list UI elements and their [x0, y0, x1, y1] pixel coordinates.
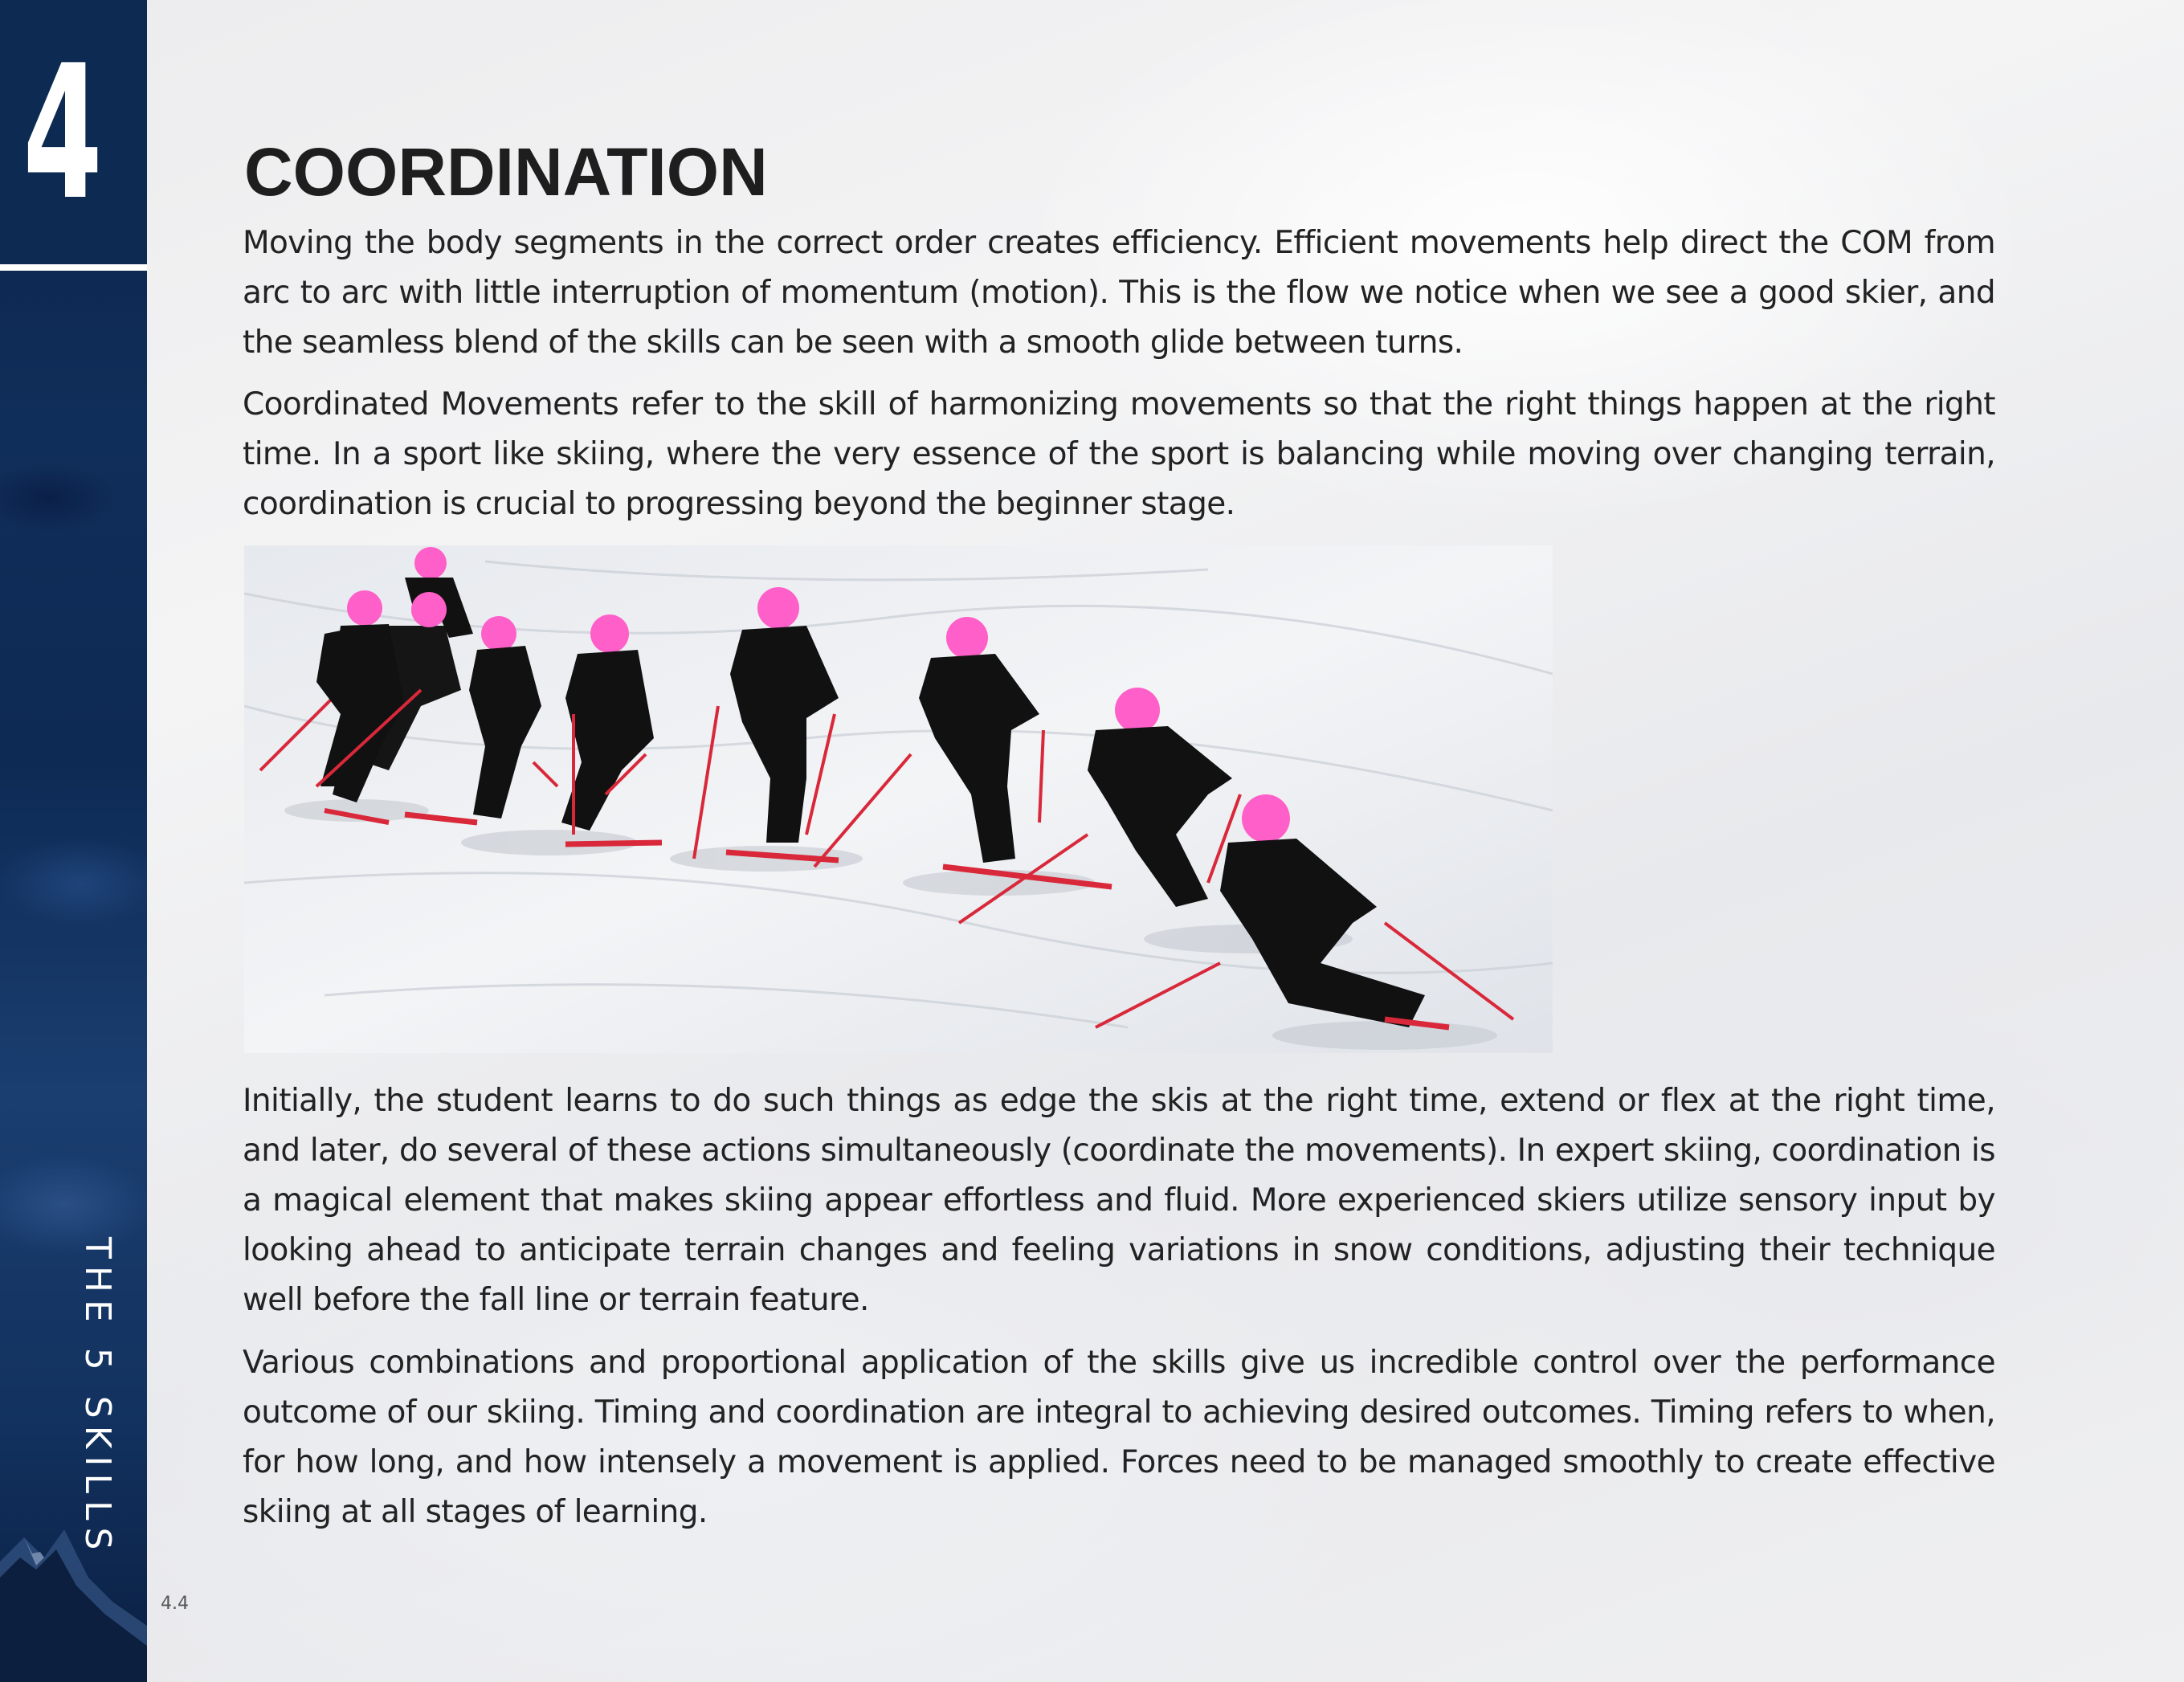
skier-sequence-photo: [244, 545, 1553, 1053]
chapter-sidebar: [0, 0, 147, 1682]
paragraph-learning-progression: Initially, the student learns to do such things as edge the skis at the right time, extend or flex at the right time, and later, do several of these actions simultaneously (coordinate the movements). In expert skiing, coordination is a magical element that makes skiing appear effortless and fluid. More experienced skiers utilize sensory input by looking ahead to anticipate terrain changes and feeling variations in snow conditions, adjusting their technique well before the fall line or terrain feature.: [243, 1083, 1995, 1318]
mountain-silhouette: [0, 1417, 147, 1682]
paragraph-coordinated-movements: Coordinated Movements refer to the skill of harmonizing movements so that the right things happen at the right time. In a sport like skiing, where the very essence of the sport is balancing while moving over changing terrain, coordination is crucial to progressing beyond the beginner stage.: [243, 386, 1995, 522]
chapter-number-box: [0, 0, 147, 271]
page-title: COORDINATION: [244, 134, 768, 210]
paragraph-timing: Various combinations and proportional application of the skills give us incredible control over the performance outcome of our skiing. Timing and coordination are integral to achieving desired outcomes. Timing refers to when, for how long, and how intensely a movement is applied. Forces need to be managed smoothly to create effective skiing at all stages of learning.: [243, 1345, 1995, 1530]
paragraph-efficiency: Moving the body segments in the correct order creates efficiency. Efficient movements help direct the COM from arc to arc with little interruption of momentum (motion). This is the flow we notice when we see a good skier, and the seamless blend of the skills can be seen with a smooth glide between turns.: [243, 225, 1995, 361]
page-number: 4.4: [161, 1594, 189, 1614]
section-label: THE 5 SKILLS: [77, 1237, 118, 1557]
chapter-number: 4: [22, 27, 103, 241]
